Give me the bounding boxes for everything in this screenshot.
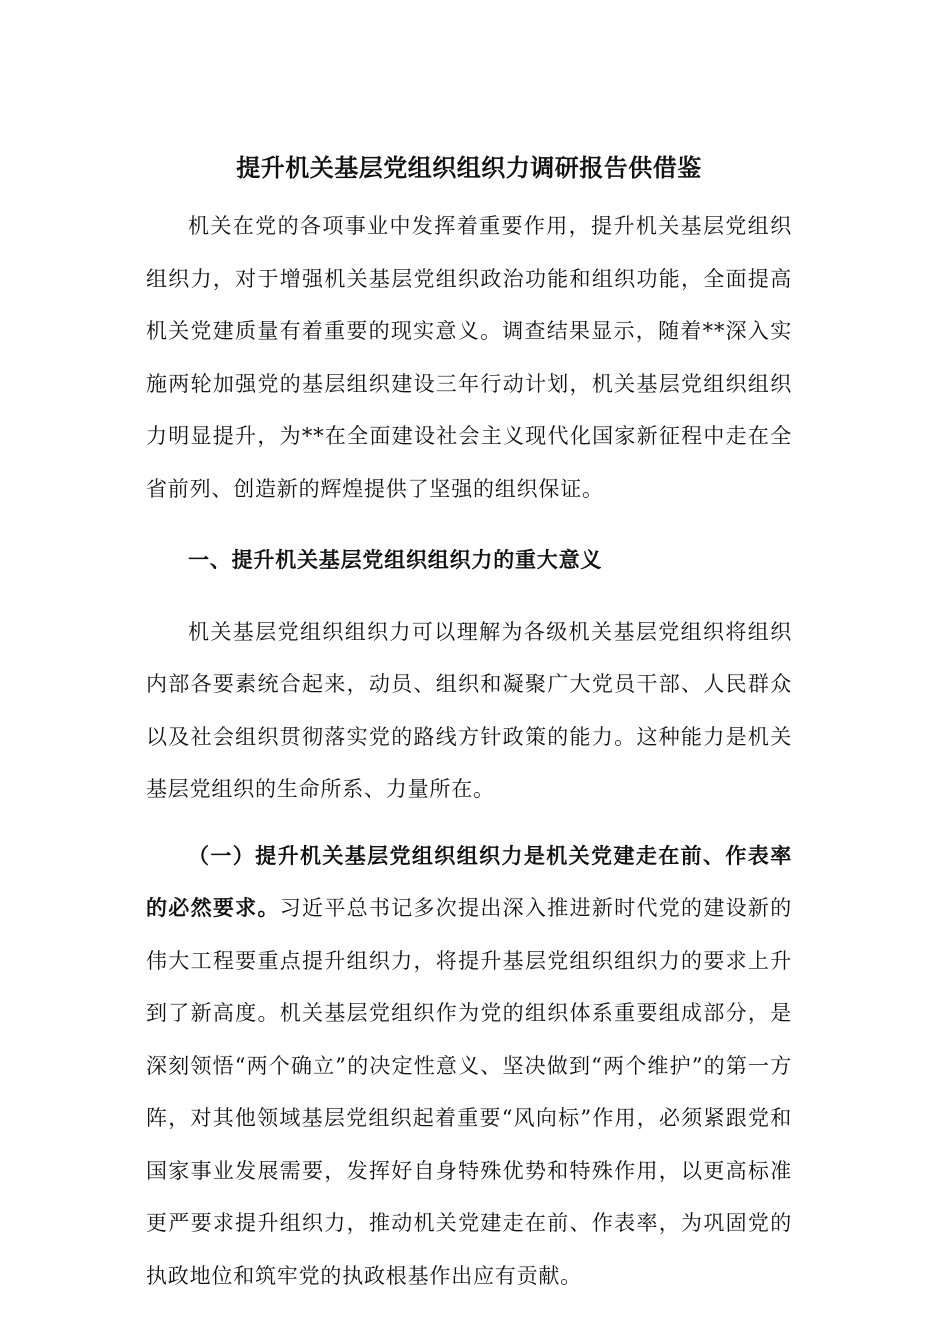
section-heading: 一、提升机关基层党组织组织力的重大意义	[188, 547, 603, 572]
subsection-heading: （一）提升机关基层党组织组织力是机关党建走在前、作表率的必然要求。	[146, 842, 792, 920]
spacer	[146, 816, 792, 830]
spacer	[146, 515, 792, 529]
document-title: 提升机关基层党组织组织力调研报告供借鉴	[236, 153, 702, 182]
subsection-paragraph	[146, 830, 792, 1303]
section-paragraph: 机关基层党组织组织力可以理解为各级机关基层党组织将组织内部各要素统合起来，动员、组织和凝聚广大党员干部、人民群众以及社会组织贯彻落实党的路线方针政策的能力。这种能力是机关基层党组织的生命所系、力量所在。	[146, 619, 792, 801]
document-body	[146, 146, 792, 1302]
spacer	[146, 592, 792, 606]
intro-paragraph: 机关在党的各项事业中发挥着重要作用，提升机关基层党组织组织力，对于增强机关基层党组织政治功能和组织功能，全面提高机关党建质量有着重要的现实意义。调查结果显示，随着**深入实施两轮加强党的基层组织建设三年行动计划，机关基层党组织组织力明显提升，为**在全面建设社会主义现代化国家新征程中走在全省前列、创造新的辉煌提供了坚强的组织保证。	[146, 214, 792, 501]
subsection-body: 习近平总书记多次提出深入推进新时代党的建设新的伟大工程要重点提升组织力，将提升基层党组织组织力的要求上升到了新高度。机关基层党组织作为党的组织体系重要组成部分，是深刻领悟“两个确立”的决定性意义、坚决做到“两个维护”的第一方阵，对其他领域基层党组织起着重要“风向标”作用，必须紧跟党和国家事业发展需要，发挥好自身特殊优势和特殊作用，以更高标准更严要求提升组织力，推动机关党建走在前、作表率，为巩固党的执政地位和筑牢党的执政根基作出应有贡献。	[146, 896, 792, 1288]
